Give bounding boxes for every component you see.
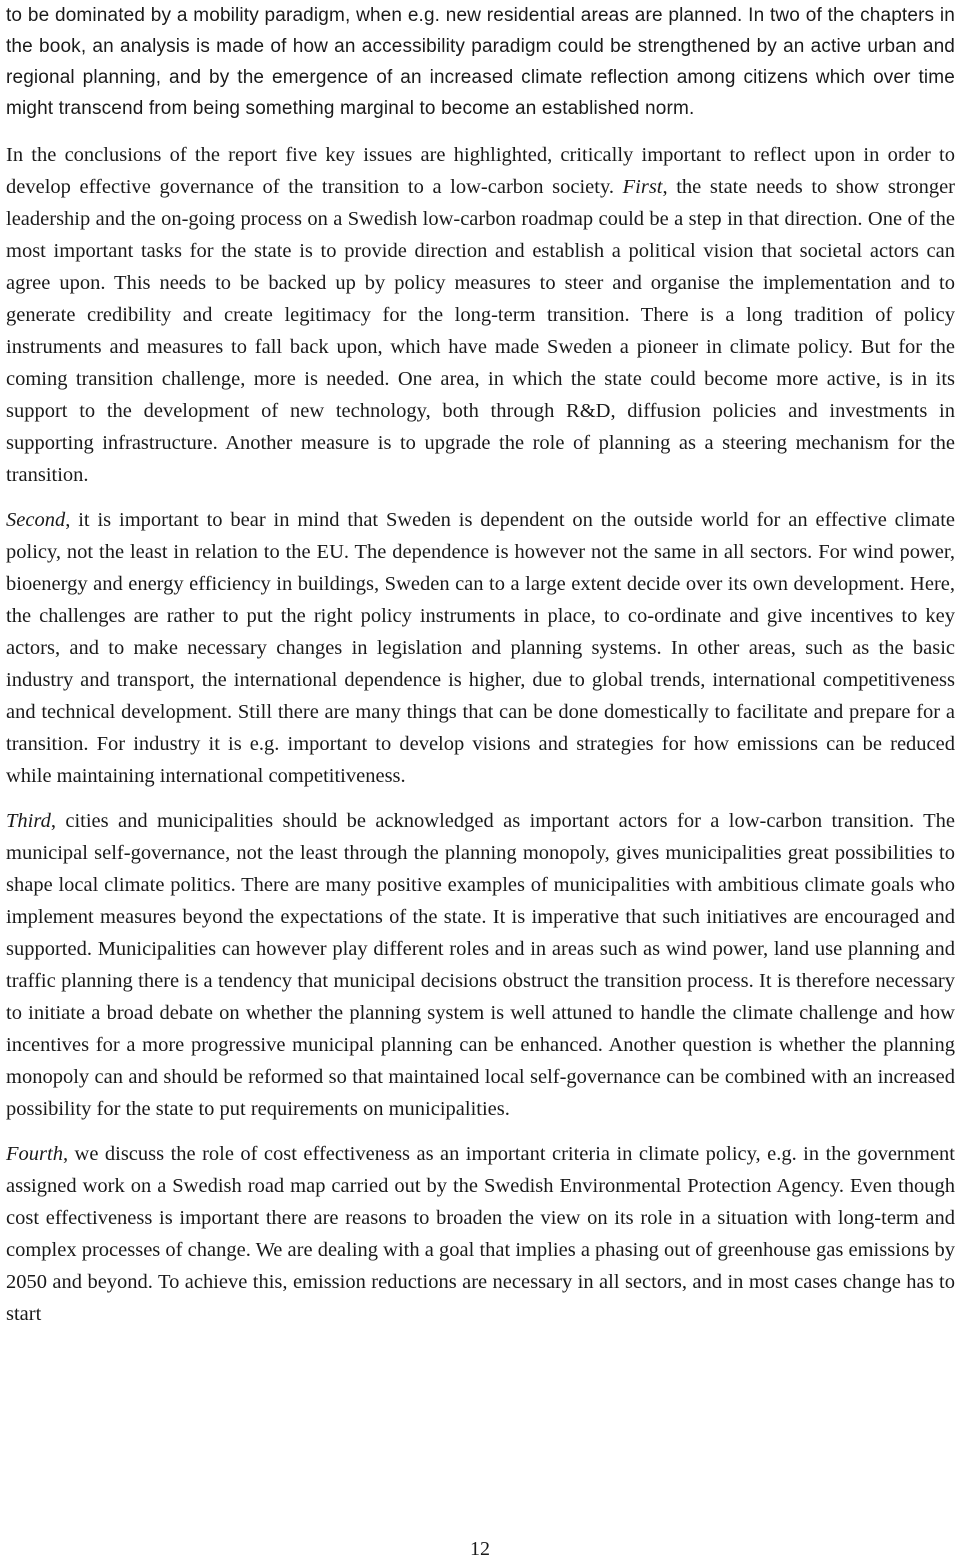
paragraph-second-issue: [6, 504, 955, 792]
page-number: 12: [470, 1538, 490, 1560]
paragraph-key-issues: [6, 139, 955, 491]
paragraph-mobility-paradigm: [6, 0, 955, 124]
first-issue-lead: First: [622, 176, 663, 198]
document-page: [6, 0, 955, 1330]
paragraph-text: to be dominated by a mobility paradigm, when e.g. new residential areas are planned. In two of the chapters in the book, an analysis is made of how an accessibility paradigm could be strengthened by an active urban and regional planning, and by the emergence of an increased climate reflection among citizens which over time might transcend from being something marginal to become an established norm.: [6, 5, 955, 119]
third-issue-lead: Third: [6, 810, 51, 832]
paragraph-text: , it is important to bear in mind that Sweden is dependent on the outside world for an effective climate policy, not the least in relation to the EU. The dependence is however not the same in all sectors. For wind power, bioenergy and energy efficiency in buildings, Sweden can to a large extent decide over its own development. Here, the challenges are rather to put the right policy instruments in place, to co-ordinate and give incentives to key actors, and to make necessary changes in legislation and planning systems. In other areas, such as the basic industry and transport, the international dependence is higher, due to global trends, international competitiveness and technical development. Still there are many things that can be done domestically to facilitate and prepare for a transition. For industry it is e.g. important to develop visions and strategies for how emissions can be reduced while maintaining international competitiveness.: [6, 509, 955, 787]
first-issue-text: , the state needs to show stronger leadership and the on-going process on a Swedish low-carbon roadmap could be a step in that direction. One of the most important tasks for the state is to provide direction and establish a political vision that societal actors can agree upon. This needs to be backed up by policy measures to steer and organise the implementation and to generate credibility and create legitimacy for the long-term transition. There is a long tradition of policy instruments and measures to fall back upon, which have made Sweden a pioneer in climate policy. But for the coming transition challenge, more is needed. One area, in which the state could become more active, is in its support to the development of new technology, both through R&D, diffusion policies and investments in supporting infrastructure. Another measure is to upgrade the role of planning as a steering mechanism for the transition.: [6, 176, 955, 486]
paragraph-text: , cities and municipalities should be acknowledged as important actors for a low-carbon transition. The municipal self-governance, not the least through the planning monopoly, gives municipalities great possibilities to shape local climate politics. There are many positive examples of municipalities with ambitious climate goals who implement measures beyond the expectations of the state. It is imperative that such initiatives are encouraged and supported. Municipalities can however play different roles and in areas such as wind power, land use planning and traffic planning there is a tendency that municipal decisions obstruct the transition process. It is therefore necessary to initiate a broad debate on whether the planning system is well attuned to handle the climate challenge and how incentives for a more progressive municipal planning can be enhanced. Another question is whether the planning monopoly can and should be reformed so that maintained local self-governance can be combined with an increased possibility for the state to put requirements on municipalities.: [6, 810, 955, 1120]
paragraph-text: , we discuss the role of cost effectiveness as an important criteria in climate policy, e.g. in the government assigned work on a Swedish road map carried out by the Swedish Environmental Protection Agency. Even though cost effectiveness is important there are reasons to broaden the view on its role in a situation with long-term and complex processes of change. We are dealing with a goal that implies a phasing out of greenhouse gas emissions by 2050 and beyond. To achieve this, emission reductions are necessary in all sectors, and in most cases change has to start: [6, 1143, 955, 1325]
fourth-issue-lead: Fourth: [6, 1143, 63, 1165]
second-issue-lead: Second: [6, 509, 66, 531]
paragraph-third-issue: [6, 805, 955, 1125]
paragraph-fourth-issue: [6, 1138, 955, 1330]
paragraph-text: In the conclusions of the report five key issues are highlighted, critically important to reflect upon in order to develop effective governance of the transition to a low-carbon society.: [6, 144, 955, 198]
